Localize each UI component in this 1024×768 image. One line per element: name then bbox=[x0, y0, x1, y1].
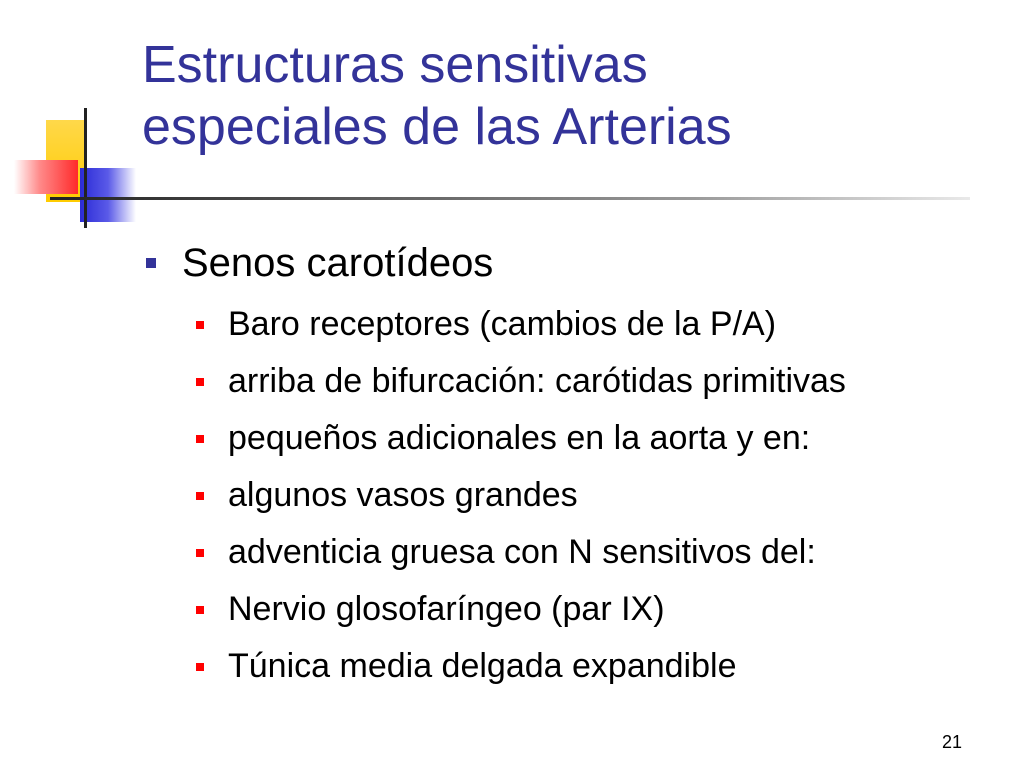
sub-bullet-item bbox=[196, 638, 1006, 695]
slide-title bbox=[142, 34, 1002, 158]
title-line-1: Estructuras sensitivas bbox=[142, 36, 648, 94]
slide-content bbox=[146, 236, 1006, 695]
sub-bullet-text: pequeños adicionales en la aorta y en: bbox=[228, 419, 811, 457]
sub-bullet-text: algunos vasos grandes bbox=[228, 476, 578, 514]
square-bullet-icon bbox=[196, 492, 204, 500]
square-bullet-icon bbox=[196, 549, 204, 557]
square-bullet-icon bbox=[196, 606, 204, 614]
square-bullet-icon bbox=[196, 663, 204, 671]
bullet-text: Senos carotídeos bbox=[182, 241, 494, 285]
square-bullet-icon bbox=[196, 435, 204, 443]
sub-bullet-item bbox=[196, 296, 1006, 353]
square-bullet-icon bbox=[196, 378, 204, 386]
sub-bullet-item bbox=[196, 353, 1006, 410]
decor-vertical-line bbox=[84, 108, 87, 228]
sub-bullet-list bbox=[196, 296, 1006, 695]
sub-bullet-text: Túnica media delgada expandible bbox=[228, 647, 737, 685]
sub-bullet-item bbox=[196, 410, 1006, 467]
bullet-item bbox=[146, 236, 1006, 290]
sub-bullet-text: Baro receptores (cambios de la P/A) bbox=[228, 305, 777, 343]
title-line-2: especiales de las Arterias bbox=[142, 98, 732, 156]
sub-bullet-item bbox=[196, 524, 1006, 581]
title-divider-line bbox=[50, 197, 970, 200]
sub-bullet-item bbox=[196, 581, 1006, 638]
sub-bullet-text: arriba de bifurcación: carótidas primitivas bbox=[228, 362, 846, 400]
square-bullet-icon bbox=[196, 321, 204, 329]
decor-blue-block bbox=[80, 168, 136, 222]
decor-red-block bbox=[14, 160, 78, 194]
sub-bullet-item bbox=[196, 467, 1006, 524]
sub-bullet-text: Nervio glosofaríngeo (par IX) bbox=[228, 590, 665, 628]
sub-bullet-text: adventicia gruesa con N sensitivos del: bbox=[228, 533, 816, 571]
square-bullet-icon bbox=[146, 258, 156, 268]
page-number: 21 bbox=[941, 732, 962, 752]
